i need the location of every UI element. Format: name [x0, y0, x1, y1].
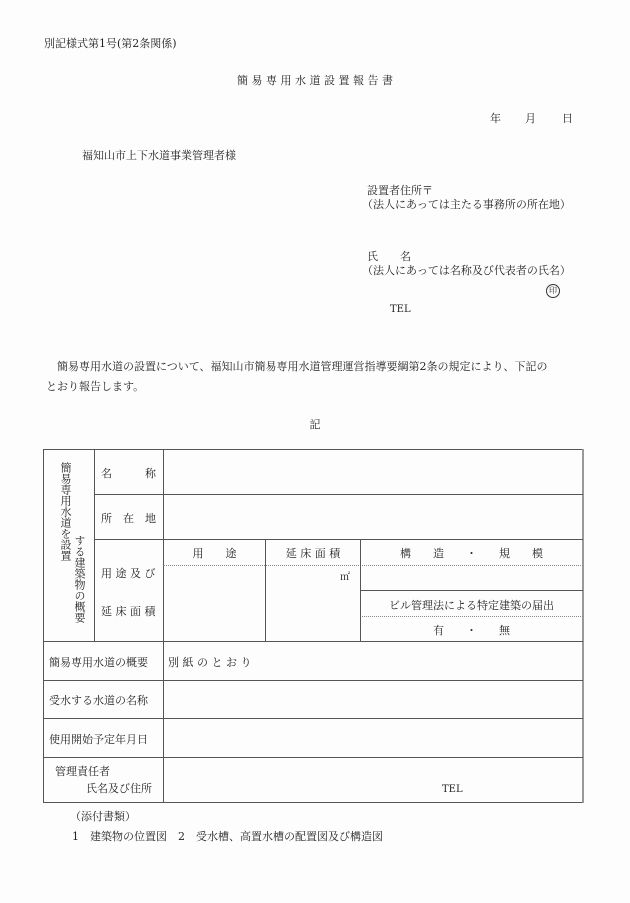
date-year-label: 年 — [490, 112, 501, 125]
table-border-right — [582, 449, 584, 803]
table-border-left — [43, 449, 44, 803]
table-border-bottom — [43, 802, 583, 803]
header-structure: 構 造 ・ 規 模 — [400, 547, 543, 560]
applicant-name-note: （法人にあっては名称及び代表者の氏名） — [362, 264, 571, 277]
name-field[interactable] — [165, 451, 580, 493]
row-label-use-line1: 用 途 及 び — [101, 567, 156, 580]
ki-heading: 記 — [309, 418, 321, 431]
manager-label-line1: 管理責任者 — [55, 765, 110, 778]
section-label-col2: する建築物の概要 — [73, 535, 86, 623]
floor-area-unit: ㎡ — [340, 572, 350, 583]
table-divider — [94, 449, 95, 641]
form-number: 別記様式第1号(第2条関係) — [44, 37, 177, 50]
attachments-heading: （添付書類） — [70, 810, 136, 823]
use-field[interactable] — [165, 567, 264, 639]
overview-label: 簡易専用水道の概要 — [49, 656, 148, 669]
row-label-name: 名 称 — [101, 467, 156, 480]
header-use: 用 途 — [192, 547, 237, 560]
table-divider — [43, 680, 583, 681]
row-label-use-line2: 延 床 面 積 — [101, 605, 156, 618]
manager-field[interactable] — [165, 759, 580, 801]
table-divider-dotted — [360, 616, 583, 617]
location-field[interactable] — [165, 496, 580, 538]
table-divider — [43, 641, 583, 642]
table-divider — [94, 494, 583, 495]
start-date-field[interactable] — [165, 720, 580, 756]
table-divider — [43, 718, 583, 719]
water-source-label: 受水する水道の名称 — [49, 694, 148, 707]
date-month-label: 月 — [525, 112, 536, 125]
table-divider — [43, 757, 583, 758]
body-text-line2: とおり報告します。 — [46, 380, 145, 393]
table-divider — [163, 449, 164, 803]
table-divider — [360, 590, 583, 591]
manager-tel-label: TEL — [442, 784, 463, 795]
page-title: 簡 易 専 用 水 道 設 置 報 告 書 — [237, 74, 393, 87]
structure-field[interactable] — [362, 567, 581, 589]
table-divider-dotted — [163, 565, 583, 566]
applicant-name-label: 氏 名 — [367, 250, 411, 263]
water-source-field[interactable] — [165, 682, 580, 717]
addressee: 福知山市上下水道事業管理者様 — [82, 149, 236, 162]
table-divider — [94, 539, 583, 540]
applicant-address-label: 設置者住所〒 — [367, 184, 433, 197]
applicant-tel-label: TEL — [390, 304, 411, 315]
seal-mark-icon: 印 — [546, 284, 560, 298]
date-day-label: 日 — [562, 112, 573, 125]
table-border-top — [43, 449, 583, 450]
body-text-line1: 簡易専用水道の設置について、福知山市簡易専用水道管理運営指導要綱第2条の規定により、下記の — [46, 360, 548, 373]
row-label-location: 所 在 地 — [101, 512, 156, 525]
section-label-col1: 簡易専用水道を設置 — [59, 462, 72, 561]
header-floor-area: 延 床 面 積 — [285, 547, 341, 560]
attachments-items: 1 建築物の位置図 2 受水槽、高置水槽の配置図及び構造図 — [72, 830, 383, 843]
start-date-label: 使用開始予定年月日 — [49, 733, 148, 746]
bill-notice-label: ビル管理法による特定建築の届出 — [389, 599, 554, 612]
bill-notice-options[interactable]: 有 ・ 無 — [433, 624, 510, 637]
overview-value: 別 紙 の と お り — [168, 656, 252, 669]
applicant-address-note: （法人にあっては主たる事務所の所在地） — [362, 198, 571, 211]
manager-label-line2: 氏名及び住所 — [86, 782, 152, 795]
